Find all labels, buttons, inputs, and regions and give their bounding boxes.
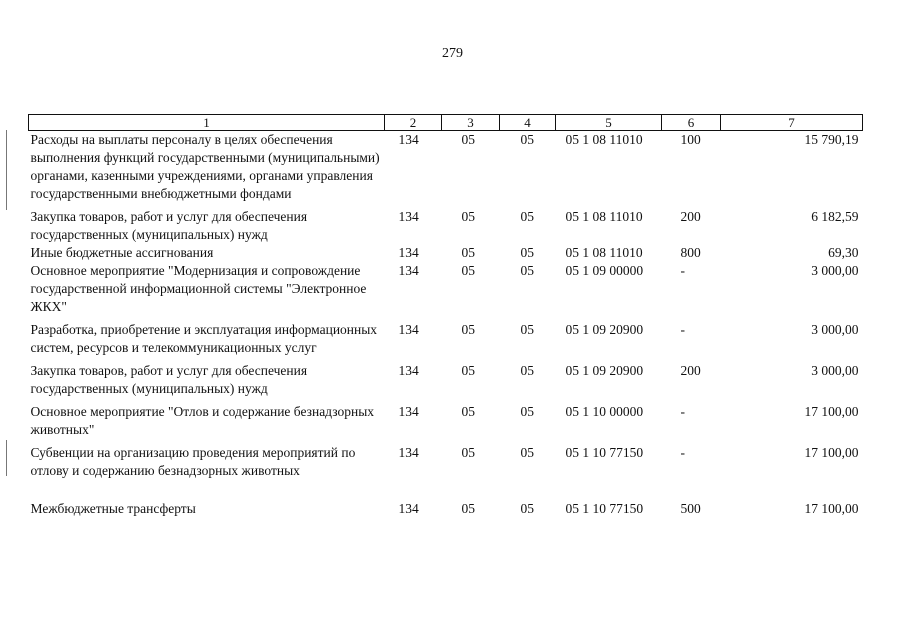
item-name: Основное мероприятие "Модернизация и сопровождение государственной информационной системы "Электронное ЖКХ" — [30, 263, 367, 314]
ministry-code: 134 — [398, 322, 419, 337]
expense-type-code: - — [680, 322, 685, 337]
amount: 15 790,19 — [804, 132, 859, 147]
section-code: 05 — [461, 404, 475, 419]
expense-type-code: 100 — [680, 132, 701, 147]
expense-type-code: 800 — [680, 245, 701, 260]
item-name: Основное мероприятие "Отлов и содержание безнадзорных животных" — [30, 404, 375, 437]
target-article-code: 05 1 10 00000 — [565, 404, 644, 419]
target-article-code: 05 1 09 20900 — [565, 322, 644, 337]
subsection-code: 05 — [520, 404, 534, 419]
item-name: Разработка, приобретение и эксплуатация информационных систем, ресурсов и телекоммуникационных услуг — [30, 322, 378, 355]
table-row — [29, 208, 863, 244]
column-header: 6 — [662, 115, 721, 131]
amount: 3 000,00 — [811, 322, 859, 337]
section-code: 05 — [461, 132, 475, 147]
table-row — [29, 362, 863, 403]
table-row — [29, 403, 863, 444]
target-article-code: 05 1 09 20900 — [565, 363, 644, 378]
section-code: 05 — [461, 322, 475, 337]
ministry-code: 134 — [398, 209, 419, 224]
section-code: 05 — [461, 445, 475, 460]
expense-type-code: - — [680, 445, 685, 460]
table-row — [29, 444, 863, 500]
target-article-code: 05 1 08 11010 — [565, 245, 643, 260]
expense-type-code: 200 — [680, 363, 701, 378]
page-number: 279 — [442, 46, 463, 61]
target-article-code: 05 1 10 77150 — [565, 445, 644, 460]
amount: 17 100,00 — [804, 501, 859, 516]
column-header: 3 — [442, 115, 500, 131]
column-header: 2 — [385, 115, 442, 131]
amount: 17 100,00 — [804, 404, 859, 419]
item-name: Иные бюджетные ассигнования — [30, 245, 214, 260]
item-name: Закупка товаров, работ и услуг для обеспечения государственных (муниципальных) нужд — [30, 209, 308, 242]
ministry-code: 134 — [398, 263, 419, 278]
ministry-code: 134 — [398, 501, 419, 516]
column-header: 5 — [556, 115, 662, 131]
amount: 17 100,00 — [804, 445, 859, 460]
amount: 69,30 — [828, 245, 859, 260]
ministry-code: 134 — [398, 132, 419, 147]
column-header: 4 — [500, 115, 556, 131]
table-row — [29, 244, 863, 262]
item-name: Расходы на выплаты персоналу в целях обеспечения выполнения функций государственными (муниципальными) органами, казенными учреждениями, органами управления государственными внебюджетными фондами — [30, 132, 380, 201]
subsection-code: 05 — [520, 501, 534, 516]
section-code: 05 — [461, 501, 475, 516]
column-header: 1 — [29, 115, 385, 131]
expense-type-code: 500 — [680, 501, 701, 516]
section-code: 05 — [461, 209, 475, 224]
item-name: Закупка товаров, работ и услуг для обеспечения государственных (муниципальных) нужд — [30, 363, 308, 396]
subsection-code: 05 — [520, 263, 534, 278]
table-row — [29, 321, 863, 362]
ministry-code: 134 — [398, 245, 419, 260]
item-name: Межбюджетные трансферты — [30, 501, 196, 516]
table-row — [29, 500, 863, 523]
subsection-code: 05 — [520, 209, 534, 224]
section-code: 05 — [461, 245, 475, 260]
amount: 3 000,00 — [811, 363, 859, 378]
table-header-row — [29, 115, 863, 131]
ministry-code: 134 — [398, 363, 419, 378]
subsection-code: 05 — [520, 445, 534, 460]
target-article-code: 05 1 09 00000 — [565, 263, 644, 278]
subsection-code: 05 — [520, 363, 534, 378]
target-article-code: 05 1 08 11010 — [565, 209, 643, 224]
subsection-code: 05 — [520, 322, 534, 337]
scan-edge-mark — [6, 440, 7, 476]
ministry-code: 134 — [398, 404, 419, 419]
subsection-code: 05 — [520, 245, 534, 260]
target-article-code: 05 1 08 11010 — [565, 132, 643, 147]
amount: 6 182,59 — [811, 209, 859, 224]
section-code: 05 — [461, 363, 475, 378]
expense-type-code: - — [680, 404, 685, 419]
expense-type-code: 200 — [680, 209, 701, 224]
scan-edge-mark — [6, 130, 7, 210]
ministry-code: 134 — [398, 445, 419, 460]
expense-type-code: - — [680, 263, 685, 278]
target-article-code: 05 1 10 77150 — [565, 501, 644, 516]
table-row — [29, 262, 863, 321]
section-code: 05 — [461, 263, 475, 278]
budget-table — [28, 114, 863, 523]
column-header: 7 — [721, 115, 863, 131]
table-row — [29, 131, 863, 209]
subsection-code: 05 — [520, 132, 534, 147]
amount: 3 000,00 — [811, 263, 859, 278]
item-name: Субвенции на организацию проведения мероприятий по отлову и содержанию безнадзорных животных — [30, 445, 356, 478]
